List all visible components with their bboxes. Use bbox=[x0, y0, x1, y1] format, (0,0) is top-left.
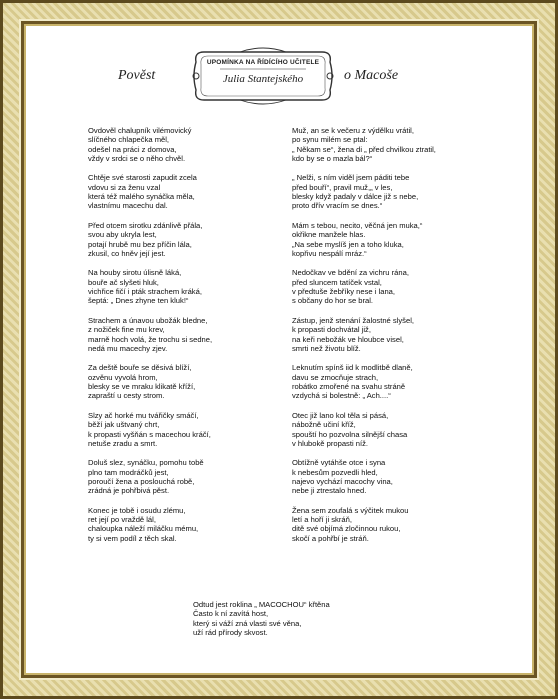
verse-line: Konec je tobě i osudu zlému, bbox=[88, 505, 186, 515]
verse-line: Slzy ač horké mu tvářičky smáčí, bbox=[88, 410, 199, 420]
footer-line: Odtud jest roklina „ MACOCHOU“ křtěna bbox=[193, 600, 330, 609]
verse-line: Mám s tebou, necito, věčná jen muka,“ bbox=[292, 220, 423, 230]
stanza bbox=[292, 506, 492, 543]
poem-footer bbox=[193, 600, 330, 638]
verse-line: Leknutím spínš iid k modlitbě dlaně, bbox=[292, 363, 413, 373]
verse-line: ret její po vraždě lál, bbox=[88, 515, 156, 525]
verse-line: k propasti dochvátal již, bbox=[292, 325, 371, 335]
verse-line: ozvěnu vyvolá hrom, bbox=[88, 372, 158, 382]
stanza bbox=[292, 221, 492, 258]
cartouche-top-text: UPOMÍNKA NA ŘÍDÍCÍHO UČITELE bbox=[206, 59, 320, 66]
verse-line: v předtuše žebříky nese i lana, bbox=[292, 287, 395, 297]
verse-line: smrti než životu blíž. bbox=[292, 343, 361, 353]
verse-line: odešel na práci z domova, bbox=[88, 144, 177, 154]
verse-line: před sluncem tatíček vstal, bbox=[292, 277, 382, 287]
stanza bbox=[88, 363, 273, 400]
footer-line: který si váží zná vlasti své věna, bbox=[193, 618, 302, 628]
verse-line: v hlubokě propasti níž. bbox=[292, 438, 368, 448]
stanza bbox=[88, 316, 273, 353]
verse-line: bouře ač slyšeti hluk, bbox=[88, 277, 159, 287]
verse-line: ty si vem podíl z těch skal. bbox=[88, 533, 177, 543]
verse-line: vichřice fičí i pták strachem kráká, bbox=[88, 287, 202, 297]
verse-line: proto dřív vracím se dnes.“ bbox=[292, 201, 383, 211]
verse-line: davu se zmocňuje strach, bbox=[292, 372, 379, 382]
verse-line: „ Nelži, s ním viděl jsem páditi tebe bbox=[292, 173, 410, 183]
verse-line: Otec již lano kol těla si pásá, bbox=[292, 410, 389, 420]
verse-line: Žena sem zoufalá s výčitek mukou bbox=[292, 505, 409, 515]
verse-line: svou aby ukryla lest, bbox=[88, 230, 157, 240]
stanza bbox=[88, 268, 273, 305]
verse-line: plno tam modráčků jest, bbox=[88, 467, 169, 477]
stanza bbox=[88, 458, 273, 495]
verse-line: Nedočkav ve bdění za vichru rána, bbox=[292, 268, 409, 278]
verse-line: běží jak uštvaný chrt, bbox=[88, 420, 160, 430]
verse-line: zrádná je pohřbivá pěst. bbox=[88, 486, 170, 496]
verse-line: ditě své objímá zločinnou rukou, bbox=[292, 524, 401, 534]
verse-line: nábožně učiní kříž, bbox=[292, 420, 356, 430]
poem-column-left bbox=[88, 126, 273, 553]
verse-line: blesky když padaly v dálce již s nebe, bbox=[292, 192, 419, 202]
verse-line: chaloupka náleží miláčku mému, bbox=[88, 524, 199, 534]
poem-column-right bbox=[292, 126, 492, 553]
verse-line: „ Někam se“, žena di „ před chvilkou ztratil, bbox=[292, 144, 436, 154]
verse-line: letí a hoří ji skráň, bbox=[292, 515, 352, 525]
stanza bbox=[88, 221, 273, 258]
stanza bbox=[292, 126, 492, 163]
footer-line: uží rád přírody skvost. bbox=[193, 628, 268, 638]
verse-line: robátko zmořené na svahu stráně bbox=[292, 382, 406, 392]
verse-line: zapraští u cesty strom. bbox=[88, 391, 165, 401]
stanza bbox=[88, 411, 273, 448]
verse-line: z nožiček fine mu krev, bbox=[88, 325, 165, 335]
verse-line: Před otcem sirotku zdánlivě přála, bbox=[88, 220, 203, 230]
verse-line: šeptá: „ Dnes zhyne ten kluk!“ bbox=[88, 296, 189, 306]
verse-line: s občany do hor se bral. bbox=[292, 296, 374, 306]
stanza bbox=[88, 126, 273, 163]
stanza bbox=[88, 173, 273, 210]
verse-line: marně hoch volá, že trochu si sedne, bbox=[88, 334, 213, 344]
footer-line: Často k ní zavítá host, bbox=[193, 609, 269, 619]
verse-line: Za deště bouře se děsivá blíží, bbox=[88, 363, 192, 373]
verse-line: najevo vychází macochy vina, bbox=[292, 476, 393, 486]
verse-line: Na houby sirotu úlisně láká, bbox=[88, 268, 182, 278]
verse-line: Obtížně vytáhše otce i syna bbox=[292, 458, 386, 468]
verse-line: Doluš slez, synáčku, pomohu tobě bbox=[88, 458, 204, 468]
dedication-cartouche bbox=[190, 42, 336, 110]
verse-line: na keři nebožák ve hloubce visel, bbox=[292, 334, 404, 344]
verse-line: k propasti vyšňán s macechou kráčí, bbox=[88, 429, 211, 439]
title-right: o Macoše bbox=[344, 68, 399, 83]
verse-line: potají hrubě mu bez příčin lála, bbox=[88, 239, 192, 249]
verse-line: k nebesům pozvedli hled, bbox=[292, 467, 378, 477]
verse-line: Muž, an se k večeru z výdělku vrátil, bbox=[292, 126, 414, 135]
verse-line: nedá mu macechy zjev. bbox=[88, 343, 168, 353]
verse-line: slíčného chlapečka měl, bbox=[88, 135, 170, 145]
stanza bbox=[292, 363, 492, 400]
verse-line: blesky se ve mraku klikatě kříží, bbox=[88, 382, 196, 392]
stanza bbox=[292, 411, 492, 448]
verse-line: Ovdověl chalupník vilémovický bbox=[88, 126, 192, 135]
verse-line: spouští ho pozvolna silnější chasa bbox=[292, 429, 408, 439]
stanza bbox=[292, 268, 492, 305]
verse-line: Strachem a únavou ubožák bledne, bbox=[88, 315, 208, 325]
stanza bbox=[88, 506, 273, 543]
verse-line: zkusil, co hněv její jest. bbox=[88, 248, 166, 258]
verse-line: skočí a pohřbí je stráň. bbox=[292, 533, 369, 543]
title-left: Pověst bbox=[118, 68, 156, 83]
verse-line: po synu milém se ptal: bbox=[292, 135, 368, 145]
stanza bbox=[292, 458, 492, 495]
verse-line: nebe ji ztrestalo hned. bbox=[292, 486, 367, 496]
verse-line: poroučí žena a poslouchá robě, bbox=[88, 476, 195, 486]
verse-line: Zástup, jenž stenání žalostné slyšel, bbox=[292, 315, 414, 325]
verse-line: Chtěje své starosti zapudit zcela bbox=[88, 173, 197, 183]
verse-line: vdovu si za ženu vzal bbox=[88, 182, 161, 192]
verse-line: vždy v srdci se o něho chvěl. bbox=[88, 153, 186, 163]
verse-line: „Na sebe myslíš jen a toho kluka, bbox=[292, 239, 404, 249]
verse-line: kdo by se o mazla bál?“ bbox=[292, 153, 373, 163]
verse-line: která též malého synáčka měla, bbox=[88, 192, 195, 202]
verse-line: vzdychá si bolestně: „ Ach....“ bbox=[292, 391, 391, 401]
cartouche-name: Julia Stantejského bbox=[222, 73, 304, 85]
stanza bbox=[292, 316, 492, 353]
verse-line: kopřivu nespálí mráz.“ bbox=[292, 248, 367, 258]
verse-line: před bouří“, pravil muž,„ v les, bbox=[292, 182, 393, 192]
verse-line: okřikne manžele hlas. bbox=[292, 230, 366, 240]
verse-line: netuše zradu a smrt. bbox=[88, 438, 158, 448]
stanza bbox=[292, 173, 492, 210]
verse-line: vlastnímu macechu dal. bbox=[88, 201, 168, 211]
